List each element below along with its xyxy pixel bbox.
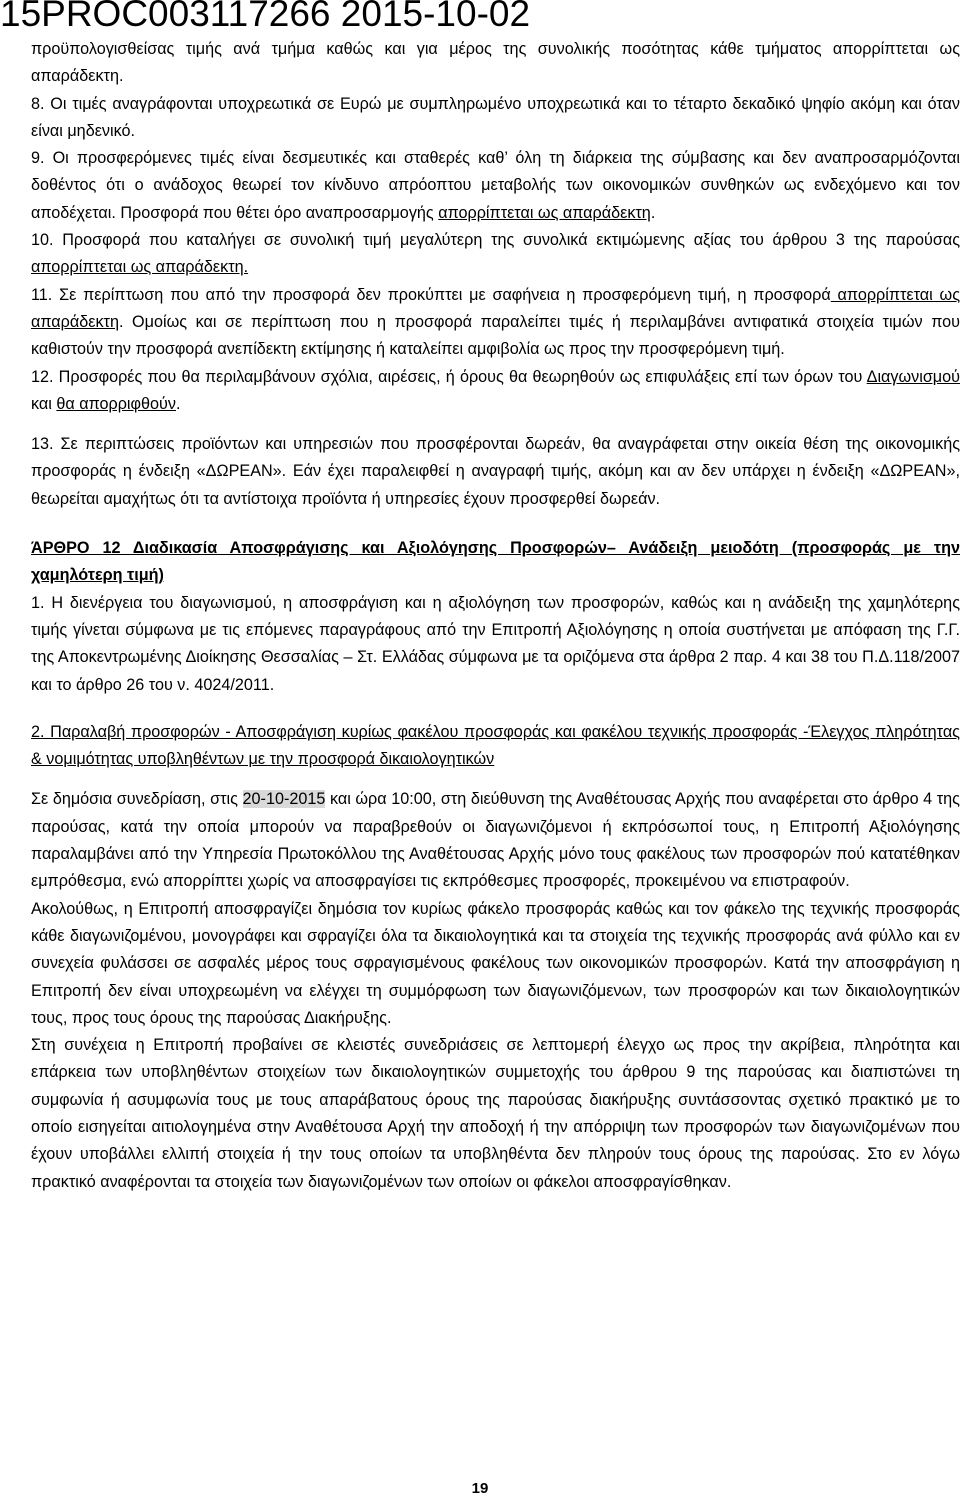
section-2-title-text: 2. Παραλαβή προσφορών - Αποσφράγιση κυρίως φακέλου προσφοράς και φακέλου τεχνικής προσφοράς -Έλεγχος πληρότητας & νομιμότητας υποβληθέντων με την προσφορά δικαιολογητικών xyxy=(31,722,960,769)
article-12-heading xyxy=(31,535,960,590)
paragraph-9-text: 9. Οι προσφερόμενες τιμές είναι δεσμευτικές και σταθερές καθ’ όλη τη διάρκεια της σύμβασης και δεν αναπροσαρμόζονται δοθέντος ότι ο ανάδοχος θεωρεί τον κίνδυνο απρόοπτου μεταβολής των οικονομικών συνθηκών ως ενδεχόμενο και τον αποδέχεται. Προσφορά που θέτει όρο αναπροσαρμογής xyxy=(31,149,960,222)
paragraph-10-text: 10. Προσφορά που καταλήγει σε συνολική τιμή μεγαλύτερη της συνολικά εκτιμώμενης αξίας του άρθρου 3 της παρούσας xyxy=(31,231,960,250)
article-12-section-2-paragraph-1 xyxy=(31,786,960,895)
paragraph-12-rejected: θα απορριφθούν xyxy=(56,394,176,413)
document-id-header: 15PROC003117266 2015-10-02 xyxy=(0,0,531,34)
paragraph-12-end: . xyxy=(175,394,181,413)
paragraph-10-rejected: απορρίπτεται ως απαράδεκτη. xyxy=(31,258,249,277)
paragraph-8: 8. Οι τιμές αναγράφονται υποχρεωτικά σε Ευρώ με συμπληρωμένο υποχρεωτικά και το τέταρτο δεκαδικό ψηφίο ακόμη και όταν είναι μηδενικό. xyxy=(31,94,960,140)
document-body xyxy=(31,36,960,1196)
paragraph-12-competition: Διαγωνισμού xyxy=(866,367,960,386)
article-12-section-2-paragraph-3: Στη συνέχεια η Επιτροπή προβαίνει σε κλειστές συνεδριάσεις σε λεπτομερή έλεγχο ως προς την ακρίβεια, πληρότητα και επάρκεια των υποβληθέντων στοιχείων των δικαιολογητικών συμμετοχής του άρθρου 9 της παρούσας και διαπιστώνει τη συμφωνία ή ασυμφωνία τους με τους απαράβατους όρους της παρούσας διακήρυξης συντάσσοντας σχετικό πρακτικό με το οποίο εισηγείται αιτιολογημένα στην Αναθέτουσα Αρχή την αποδοχή ή την απόρριψη των προσφορών των διαγωνιζομένων που έχουν υποβάλλει ελλιπή στοιχεία ή την τους οποίων τα υποβληθέντα δεν πληρούν τους όρους της παρούσας. Στο εν λόγω πρακτικό αναφέρονται τα στοιχεία των διαγωνιζομένων των οποίων οι φάκελοι αποσφραγίσθηκαν. xyxy=(31,1036,960,1191)
page-number: 19 xyxy=(471,1480,489,1497)
session-text-rest: και ώρα 10:00, στη διεύθυνση της Αναθέτουσας Αρχής που αναφέρεται στο άρθρο 4 της παρούσας, κατά την οποία μπορούν να παραβρεθούν οι διαγωνιζόμενοι ή εκπρόσωποί τους, η Επιτροπή Αξιολόγησης παραλαμβάνει από την Υπηρεσία Πρωτοκόλλου της Αναθέτουσας Αρχής μόνο τους φακέλους των προσφορών πού κατατέθηκαν εμπρόθεσμα, ενώ απορρίπτει χωρίς να αποσφραγίσει τις εκπρόθεσμες προσφορές, προκειμένου να επιστραφούν. xyxy=(31,790,960,891)
paragraph-11-rest: . Ομοίως και σε περίπτωση που η προσφορά παραλείπει τιμές ή περιλαμβάνει αντιφατικά στοιχεία τιμών που καθιστούν την προσφορά ανεπίδεκτη εκτίμησης ή καταλείπει αμφιβολία ως προς την προσφερόμενη τιμή. xyxy=(31,312,960,359)
paragraph-13: 13. Σε περιπτώσεις προϊόντων και υπηρεσιών που προσφέρονται δωρεάν, θα αναγράφεται στην οικεία θέση της οικονομικής προσφοράς η ένδειξη «ΔΩΡΕΑΝ». Εάν έχει παραλειφθεί η αναγραφή τιμής, ακόμη και αν δεν υπάρχει η ένδειξη «ΔΩΡΕΑΝ», θεωρείται αμαχήτως ότι τα αντίστοιχα προϊόντα ή υπηρεσίες έχουν προσφερθεί δωρεάν. xyxy=(31,435,960,508)
article-12-heading-text: ΆΡΘΡΟ 12 Διαδικασία Αποσφράγισης και Αξιολόγησης Προσφορών– Ανάδειξη μειοδότη (προσφοράς με την χαμηλότερη τιμή) xyxy=(31,539,960,585)
session-date: 20-10-2015 xyxy=(242,790,326,809)
paragraph-11 xyxy=(31,282,960,364)
paragraph-9-end: . xyxy=(650,203,656,222)
article-12-section-2-title xyxy=(31,719,960,774)
paragraph-12 xyxy=(31,364,960,419)
article-12-section-1: 1. Η διενέργεια του διαγωνισμού, η αποσφράγιση και η αξιολόγηση των προσφορών, καθώς και η ανάδειξη της χαμηλότερης τιμής γίνεται σύμφωνα με τις επόμενες παραγράφους από την Επιτροπή Αξιολόγησης η οποία συστήνεται με απόφαση της Γ.Γ. της Αποκεντρωμένης Διοίκησης Θεσσαλίας – Στ. Ελλάδας σύμφωνα με τα οριζόμενα στα άρθρα 2 παρ. 4 και 38 του Π.Δ.118/2007 και το άρθρο 26 του ν. 4024/2011. xyxy=(31,593,960,694)
paragraph-12-and: και xyxy=(31,394,57,413)
paragraph-11-text: 11. Σε περίπτωση που από την προσφορά δεν προκύπτει με σαφήνεια η προσφερόμενη τιμή, η προσφορά xyxy=(31,285,831,304)
paragraph-7-continued: προϋπολογισθείσας τιμής ανά τμήμα καθώς και για μέρος της συνολικής ποσότητας κάθε τμήματος απορρίπτεται ως απαράδεκτη. xyxy=(31,40,960,86)
paragraph-11-rejected: απορρίπτεται ως απαράδεκτη xyxy=(31,285,960,331)
paragraph-9-rejected: απορρίπτεται ως απαράδεκτη xyxy=(438,203,651,222)
session-text: Σε δημόσια συνεδρίαση, στις xyxy=(31,790,243,809)
paragraph-10 xyxy=(31,227,960,282)
paragraph-9 xyxy=(31,145,960,227)
paragraph-12-text: 12. Προσφορές που θα περιλαμβάνουν σχόλια, αιρέσεις, ή όρους θα θεωρηθούν ως επιφυλάξεις επί των όρων του xyxy=(31,367,867,386)
article-12-section-2-paragraph-2: Ακολούθως, η Επιτροπή αποσφραγίζει δημόσια τον κυρίως φάκελο προσφοράς καθώς και τον φάκελο της τεχνικής προσφοράς κάθε διαγωνιζομένου, μονογράφει και σφραγίζει όλα τα δικαιολογητικά και τα στοιχεία της τεχνικής προσφοράς ανά φύλλο και εν συνεχεία φυλάσσει σε ασφαλές μέρος τους σφραγισμένους φακέλους των οικονομικών προσφορών. Κατά την αποσφράγιση η Επιτροπή δεν είναι υποχρεωμένη να ελέγχει τη συμμόρφωση των διαγωνιζόμενων, των προσφορών και των δικαιολογητικών τους, προς τους όρους της παρούσας Διακήρυξης. xyxy=(31,899,960,1027)
